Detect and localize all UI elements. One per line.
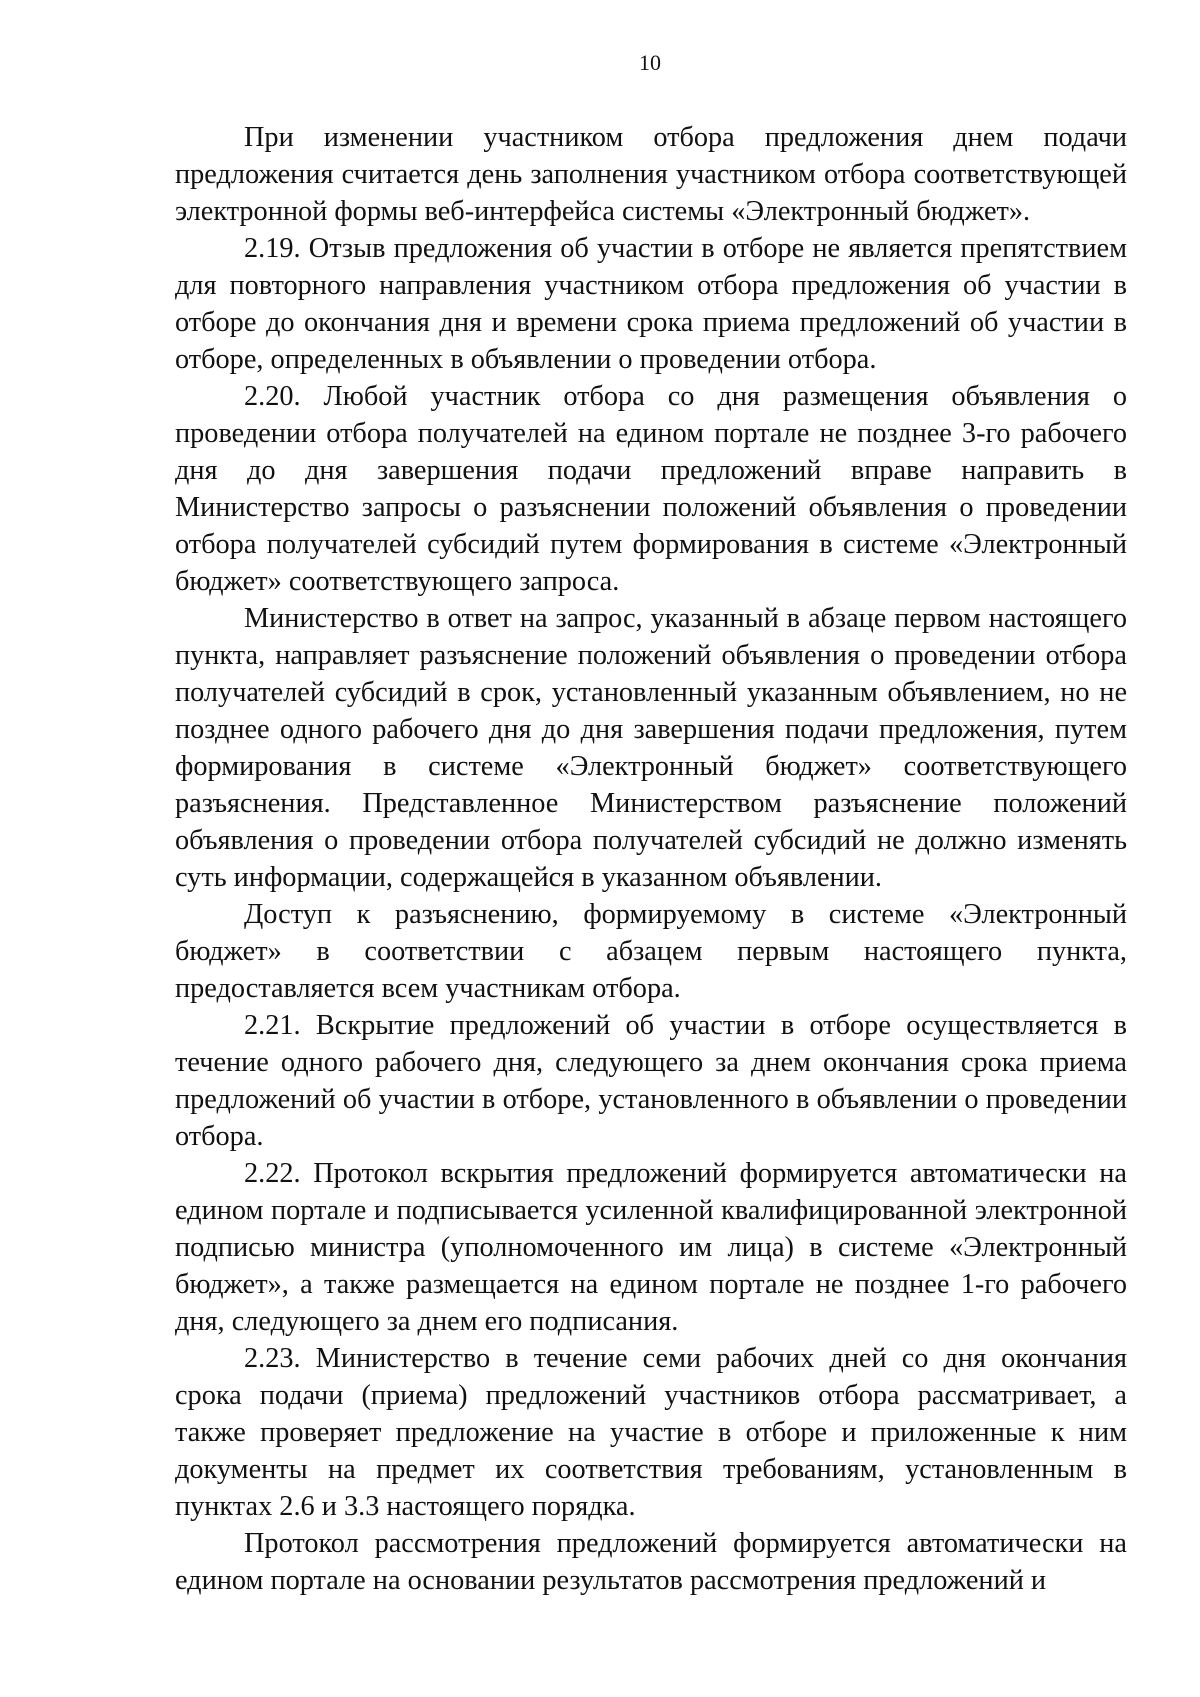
paragraph-2-22: 2.22. Протокол вскрытия предложений формируется автоматически на едином портале и подписывается усиленной квалифицированной электронной подписью министра (уполномоченного им лица) в системе «Электронный бюджет», а также размещается на едином портале не позднее 1-го рабочего дня, следующего за днем его подписания. [175,1158,1127,1337]
paragraph-2-19: 2.19. Отзыв предложения об участии в отборе не является препятствием для повторного направления участником отбора предложения об участии в отборе до окончания дня и времени срока приема предложений об участии в отборе, определенных в объявлении о проведении отбора. [175,233,1127,375]
paragraph-2-20: 2.20. Любой участник отбора со дня размещения объявления о проведении отбора получателей на едином портале не позднее 3-го рабочего дня до дня завершения подачи предложений вправе направить в Министерство запросы о разъяснении положений объявления о проведении отбора получателей субсидий путем формирования в системе «Электронный бюджет» соответствующего запроса. [175,381,1127,597]
paragraph-2-20-ministry-response: Министерство в ответ на запрос, указанный в абзаце первом настоящего пункта, направляет разъяснение положений объявления о проведении отбора получателей субсидий в срок, установленный указанным объявлением, но не позднее одного рабочего дня до дня завершения подачи предложения, путем формирования в системе «Электронный бюджет» соответствующего разъяснения. Представленное Министерством разъяснение положений объявления о проведении отбора получателей субсидий не должно изменять суть информации, содержащейся в указанном объявлении. [175,603,1127,893]
paragraph-2-21: 2.21. Вскрытие предложений об участии в отборе осуществляется в течение одного рабочего дня, следующего за днем окончания срока приема предложений об участии в отборе, установленного в объявлении о проведении отбора. [175,1010,1127,1152]
document-body [175,119,1127,1599]
page-number: 10 [639,50,661,75]
paragraph-bid-change: При изменении участником отбора предложения днем подачи предложения считается день заполнения участником отбора соответствующей электронной формы веб-интерфейса системы «Электронный бюджет». [175,122,1127,227]
paragraph-2-23: 2.23. Министерство в течение семи рабочих дней со дня окончания срока подачи (приема) предложений участников отбора рассматривает, а также проверяет предложение на участие в отборе и приложенные к ним документы на предмет их соответствия требованиям, установленным в пунктах 2.6 и 3.3 настоящего порядка. [175,1343,1127,1522]
paragraph-2-23-protocol: Протокол рассмотрения предложений формируется автоматически на едином портале на основании результатов рассмотрения предложений и [175,1528,1127,1596]
paragraph-2-20-access: Доступ к разъяснению, формируемому в системе «Электронный бюджет» в соответствии с абзацем первым настоящего пункта, предоставляется всем участникам отбора. [175,899,1127,1004]
